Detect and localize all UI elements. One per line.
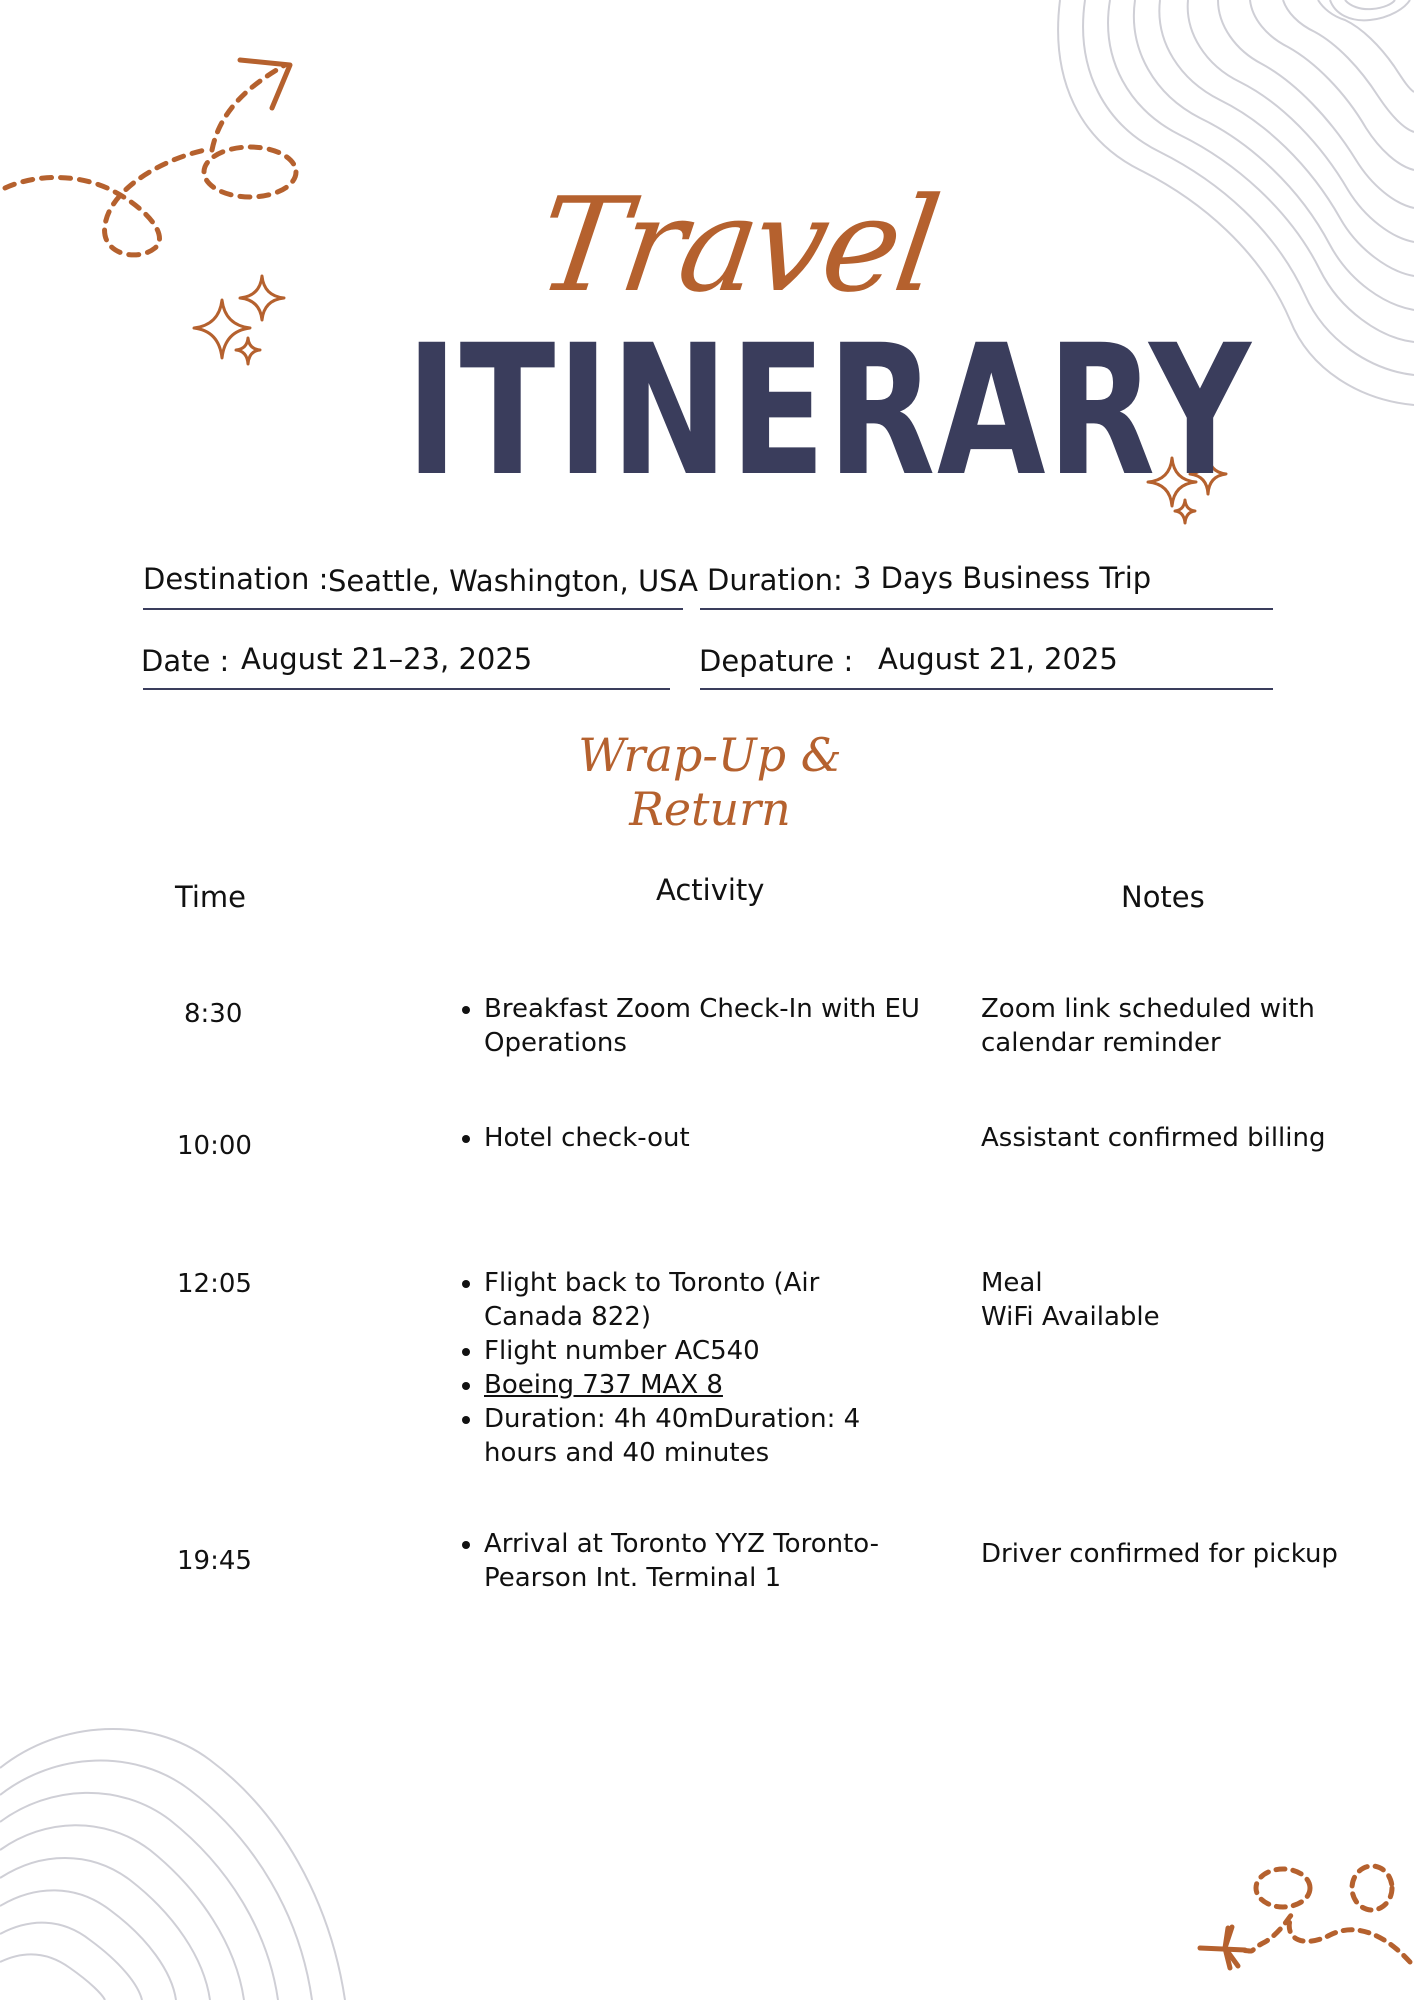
row-activities (449, 1121, 964, 1155)
duration-value: 3 Days Business Trip (853, 561, 1152, 595)
row-time: 12:05 (177, 1269, 252, 1299)
departure-rule (700, 688, 1273, 690)
duration-rule (700, 608, 1273, 610)
list-item: • Hotel check-out (484, 1121, 964, 1155)
list-item: • Breakfast Zoom Check-In with EU Operations (484, 992, 964, 1060)
row-time: 10:00 (177, 1131, 252, 1161)
row-note: Driver confirmed for pickup (981, 1539, 1338, 1569)
section-title: Wrap-Up & Return (578, 728, 842, 836)
date-label: Date : (141, 644, 230, 678)
row-activities (449, 992, 964, 1060)
page-title: ITINERARY (405, 307, 1253, 516)
column-header-time: Time (175, 880, 246, 914)
list-item: • Arrival at Toronto YYZ Toronto-Pearson Int. Terminal 1 (484, 1527, 924, 1595)
destination-label: Destination : (143, 562, 329, 596)
date-rule (143, 688, 670, 690)
departure-label: Depature : (699, 644, 854, 678)
row-time: 19:45 (177, 1546, 252, 1576)
row-activities (449, 1266, 924, 1470)
row-note: Assistant confirmed billing (981, 1123, 1326, 1153)
destination-value: Seattle, Washington, USA (328, 564, 698, 598)
row-note: Zoom link scheduled with calendar reminder (981, 994, 1315, 1058)
duration-label: Duration: (707, 563, 843, 597)
list-item: • Duration: 4h 40mDuration: 4 hours and 40 minutes (484, 1402, 924, 1470)
list-item-link[interactable]: • Boeing 737 MAX 8 (484, 1368, 924, 1402)
date-value: August 21–23, 2025 (241, 642, 533, 676)
list-item: • Flight number AC540 (484, 1334, 924, 1368)
row-note (981, 1266, 1321, 1334)
list-item: • Flight back to Toronto (Air Canada 822) (484, 1266, 924, 1334)
note-line: WiFi Available (981, 1302, 1160, 1332)
departure-value: August 21, 2025 (878, 642, 1118, 676)
title-script: Travel (529, 169, 945, 321)
column-header-notes: Notes (1121, 880, 1205, 914)
column-header-activity: Activity (656, 873, 765, 907)
note-line: Meal (981, 1268, 1043, 1298)
row-time: 8:30 (184, 999, 243, 1029)
row-activities (449, 1527, 924, 1595)
destination-rule (143, 608, 683, 610)
